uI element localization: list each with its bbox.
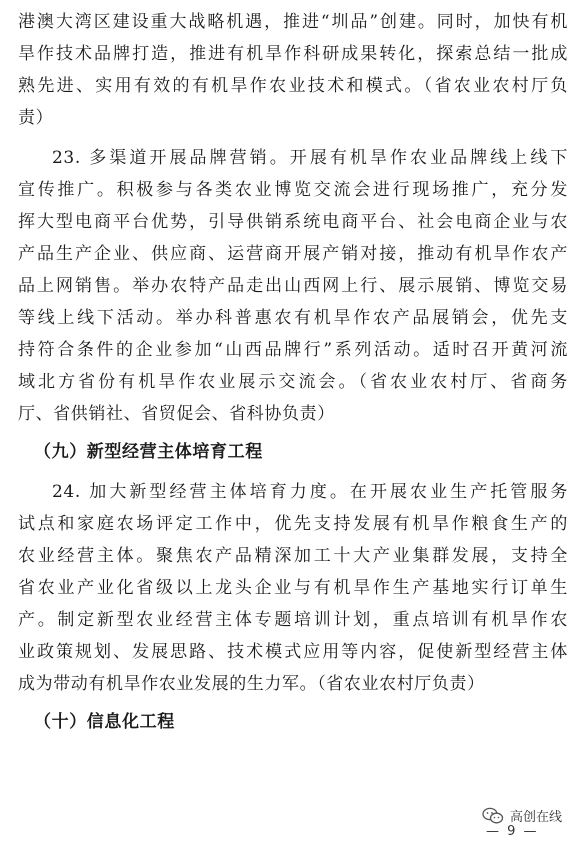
body-line: 省农业产业化省级以上龙头企业与有机旱作生产基地实行订单生 [18,578,568,598]
body-line: 域北方省份有机旱作农业展示交流会。（省农业农村厅、省商务 [18,372,568,392]
body-line: 持符合条件的企业参加“山西品牌行”系列活动。适时召开黄河流 [18,340,568,360]
body-line: 熟先进、实用有效的有机旱作农业技术和模式。（省农业农村厅负 [18,76,568,96]
body-line: 品上网销售。举办农特产品走出山西网上行、展示展销、博览交易 [18,276,568,296]
body-line: 旱作技术品牌打造，推进有机旱作科研成果转化，探索总结一批成 [18,44,568,64]
body-line: 产品生产企业、供应商、运营商开展产销对接，推动有机旱作农产 [18,244,568,264]
body-line: 港澳大湾区建设重大战略机遇，推进“圳品”创建。同时，加快有机 [18,12,568,32]
body-line: 挥大型电商平台优势，引导供销系统电商平台、社会电商企业与农 [18,212,568,232]
body-line: 宣传推广。积极参与各类农业博览交流会进行现场推广，充分发 [18,180,568,200]
body-line: 农业经营主体。聚焦农产品精深加工十大产业集群发展，支持全 [18,546,568,566]
section-heading-10: （十）信息化工程 [34,712,175,732]
page-number: — 9 — [486,824,539,839]
body-line: 产。制定新型农业经营主体专题培训计划，重点培训有机旱作农 [18,610,568,630]
section-heading-9: （九）新型经营主体培育工程 [34,442,263,462]
watermark [482,806,562,825]
watermark-text: 高创在线 [509,810,562,825]
body-line: 等线上线下活动。举办科普惠农有机旱作农产品展销会，优先支 [18,308,568,328]
body-line: 试点和家庭农场评定工作中，优先支持发展有机旱作粮食生产的 [18,514,568,534]
body-line: 业政策规划、发展思路、技术模式应用等内容，促使新型经营主体 [18,642,568,662]
paragraph-24-start: 24. 加大新型经营主体培育力度。在开展农业生产托管服务 [52,482,568,502]
wechat-icon [482,807,504,825]
body-line: 成为带动有机旱作农业发展的生力军。（省农业农村厅负责） [18,674,485,694]
body-line: 厅、省供销社、省贸促会、省科协负责） [18,404,335,424]
paragraph-23-start: 23. 多渠道开展品牌营销。开展有机旱作农业品牌线上线下 [52,148,568,168]
body-line: 责） [18,108,54,128]
